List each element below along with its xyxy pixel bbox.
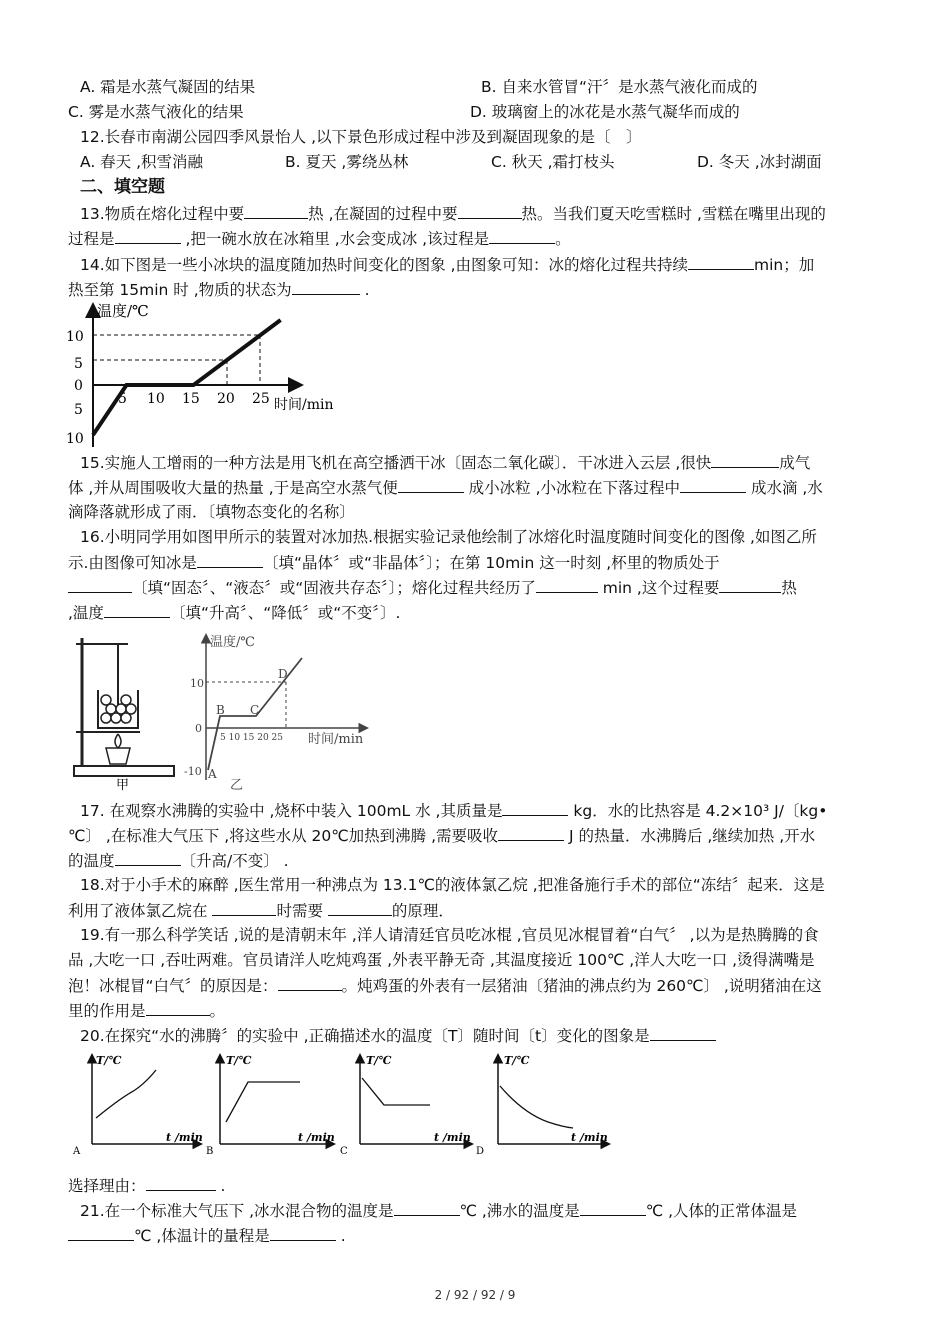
answer-blank[interactable]: [115, 850, 181, 866]
x-tick: 10: [147, 391, 165, 407]
q16-line2: [68, 552, 720, 573]
answer-blank[interactable]: [458, 203, 522, 219]
q21-line1: [80, 1200, 797, 1221]
curve: [226, 1082, 300, 1122]
answer-blank[interactable]: [719, 577, 781, 593]
answer-blank[interactable]: [68, 1225, 134, 1241]
q16-text: ,温度: [68, 604, 104, 622]
q15-text: 成小冰粒 ,小冰粒在下落过程中: [463, 479, 681, 497]
graph-option-b[interactable]: [206, 1054, 335, 1157]
q15-text: 15.实施人工增雨的一种方法是用飞机在高空播洒干冰〔固态二氧化碳〕．干冰进入云层 ,很快: [80, 454, 712, 472]
graph-xlabel: t /min: [571, 1131, 608, 1144]
q17-text: kg．水的比热容是 4.2×10³ J/〔kg•: [568, 802, 828, 820]
answer-blank[interactable]: [212, 900, 276, 916]
graph-ylabel: T/℃: [366, 1054, 392, 1067]
q18-text: 的原理．: [391, 902, 454, 920]
q21-text: ℃ ,沸水的温度是: [459, 1202, 580, 1220]
alcohol-lamp: [106, 748, 130, 764]
q14-text: 热至第 15min 时 ,物质的状态为: [68, 281, 292, 299]
answer-blank[interactable]: [650, 1025, 716, 1041]
q15-text: 成水滴 ,水: [746, 479, 823, 497]
q14-text: 14.如下图是一些小冰块的温度随加热时间变化的图象 ,由图象可知：冰的熔化过程共持续: [80, 256, 689, 274]
point-c: C: [250, 703, 260, 717]
graph-ylabel: 温度/℃: [210, 635, 255, 650]
answer-blank[interactable]: [328, 900, 392, 916]
q13-text: 13.物质在熔化过程中要: [80, 205, 245, 223]
q16-line3: [68, 577, 797, 598]
ice-cube: [101, 695, 111, 705]
q11-option-a: A. 霜是水蒸气凝固的结果: [80, 78, 256, 96]
flame-icon: [115, 734, 121, 748]
q15-text: 成气: [779, 454, 811, 472]
graph-option-d[interactable]: [476, 1054, 608, 1157]
q15-line2: [68, 477, 823, 498]
answer-blank[interactable]: [197, 552, 263, 568]
q15-line1: [80, 452, 810, 473]
answer-blank[interactable]: [680, 477, 746, 493]
x-tick: 5: [118, 391, 127, 407]
y-tick: 0: [74, 378, 83, 394]
x-tick: 25: [252, 391, 270, 407]
q17-text: 〔升高/不变〕 .: [180, 852, 289, 870]
q19-line2: 品 ,大吃一口 ,吞吐两难。官员请洋人吃炖鸡蛋 ,外表平静无奇 ,其温度接近 100℃ ,洋人大吃一口 ,烫得满嘴是: [68, 951, 815, 969]
y-tick-0: 0: [195, 722, 202, 735]
q17-line1: [80, 800, 827, 821]
x-ticks: 5 10 15 20 25: [220, 733, 283, 743]
graph-ylabel: T/℃: [504, 1054, 530, 1067]
answer-blank[interactable]: [489, 228, 555, 244]
q19-text: 。: [209, 1002, 226, 1020]
q16-text: 〔填“晶体〞或“非晶体〞〕；在第 10min 这一时刻 ,杯里的物质处于: [262, 554, 720, 572]
graph-xlabel: t /min: [166, 1131, 203, 1144]
q18-text: 利用了液体氯乙烷在: [68, 902, 213, 920]
q19-text: 。炖鸡蛋的外表有一层猪油〔猪油的沸点约为 260℃〕 ,说明猪油在这: [341, 977, 822, 995]
answer-blank[interactable]: [711, 452, 779, 468]
answer-blank[interactable]: [394, 1200, 460, 1216]
q21-line2: [68, 1225, 346, 1246]
graph-ylabel: 温度/℃: [97, 302, 149, 320]
q12-option-a: A. 春天 ,积雪消融: [80, 153, 204, 171]
q16-line1: 16.小明同学用如图甲所示的装置对冰加热.根据实验记录他绘制了冰熔化时温度随时间变化的图像 ,如图乙所: [80, 528, 817, 546]
q14-line1: [80, 254, 814, 275]
curve: [500, 1086, 573, 1128]
q19-text: 里的作用是: [68, 1002, 146, 1020]
q12-option-b: B. 夏天 ,雾绕丛林: [285, 153, 409, 171]
graph-xlabel: t /min: [298, 1131, 335, 1144]
q15-text: 体 ,并从周围吸收大量的热量 ,于是高空水蒸气便: [68, 479, 398, 497]
q14-temperature-graph: [60, 300, 360, 452]
page-number: 2 / 92 / 92 / 9: [434, 1288, 516, 1302]
answer-blank[interactable]: [292, 279, 360, 295]
graph-xlabel: 时间/min: [274, 397, 334, 413]
option-label: C: [340, 1146, 348, 1157]
apparatus-figure: [70, 630, 180, 792]
q19-line4: [68, 1000, 225, 1021]
q20-graph-options: [68, 1048, 613, 1158]
q17-text: J 的热量．水沸腾后 ,继续加热 ,开水: [564, 827, 816, 845]
q19-line1: 19.有一那么科学笑话 ,说的是清朝末年 ,洋人请清廷官员吃冰棍 ,官员见冰棍冒着“白气〞 ,以为是热腾腾的食: [80, 926, 819, 944]
option-label: B: [206, 1146, 214, 1157]
q16-melting-graph: [184, 630, 380, 793]
q20-stem: [80, 1025, 716, 1046]
point-b: B: [216, 703, 225, 717]
q21-text: ℃ ,人体的正常体温是: [645, 1202, 798, 1220]
q16-text: 示.由图像可知冰是: [68, 554, 197, 572]
q14-text: .: [359, 281, 370, 299]
answer-blank[interactable]: [270, 1225, 336, 1241]
q19-line3: [68, 975, 822, 996]
q13-text: 热。当我们夏天吃雪糕时 ,雪糕在嘴里出现的: [521, 205, 826, 223]
answer-blank[interactable]: [580, 1200, 646, 1216]
y-tick-10: 10: [190, 677, 204, 690]
q13-text: 。: [555, 230, 571, 248]
answer-blank[interactable]: [146, 1175, 216, 1191]
point-a: A: [208, 767, 217, 781]
answer-blank[interactable]: [68, 577, 132, 593]
q13-text: 热 ,在凝固的过程中要: [308, 205, 458, 223]
y-tick: 10: [66, 329, 84, 345]
q20-text: 20.在探究“水的沸腾〞的实验中 ,正确描述水的温度〔T〕随时间〔t〕变化的图象是: [80, 1027, 650, 1045]
q13-text: ,把一碗水放在冰箱里 ,水会变成冰 ,该过程是: [180, 230, 490, 248]
q13-text: 过程是: [68, 230, 115, 248]
q16-line4: [68, 602, 400, 623]
q16-text: 热: [781, 579, 797, 597]
y-tick-labels: [66, 329, 84, 447]
q16-text: min ,这个过程要: [597, 579, 720, 597]
graph-option-a[interactable]: [72, 1054, 203, 1157]
q11-option-d: D. 玻璃窗上的冰花是水蒸气凝华而成的: [470, 103, 740, 121]
q12-stem: 12.长春市南湖公园四季风景怡人 ,以下景色形成过程中涉及到凝固现象的是〔 〕: [80, 128, 642, 146]
y-tick: 5: [74, 402, 83, 418]
y-tick: 10: [66, 431, 84, 447]
q17-text: 17. 在观察水沸腾的实验中 ,烧杯中装入 100mL 水 ,其质量是: [80, 802, 503, 820]
q18-line1: 18.对于小手术的麻醉 ,医生常用一种沸点为 13.1℃的液体氯乙烷 ,把准备施行手术的部位“冻结〞起来．这是: [80, 876, 825, 894]
answer-blank[interactable]: [536, 577, 598, 593]
graph-ylabel: T/℃: [226, 1054, 252, 1067]
answer-blank[interactable]: [244, 203, 308, 219]
answer-blank[interactable]: [502, 800, 568, 816]
temperature-curve: [93, 320, 281, 435]
q11-option-b: B. 自来水管冒“汗〞是水蒸气液化而成的: [481, 78, 758, 96]
q11-option-c: C. 雾是水蒸气液化的结果: [68, 103, 244, 121]
graph-xlabel: t /min: [434, 1131, 471, 1144]
section-heading: 二、填空题: [80, 177, 165, 197]
x-tick: 15: [182, 391, 200, 407]
q17-text: ℃〕 ,在标准大气压下 ,将这些水从 20℃加热到沸腾 ,需要吸收: [68, 827, 499, 845]
q19-text: 泡！冰棍冒“白气〞的原因是：: [68, 977, 278, 995]
q17-line2: [68, 825, 815, 846]
q16-text: 〔填“升高〞、“降低〞或“不变〞〕.: [169, 604, 401, 622]
q13-line1: [80, 203, 826, 224]
ice-cube: [121, 695, 131, 705]
q17-text: 的温度: [68, 852, 115, 870]
stand-base: [74, 766, 174, 776]
answer-blank[interactable]: [104, 602, 170, 618]
y-tick: 5: [74, 356, 83, 372]
answer-blank[interactable]: [498, 825, 564, 841]
q20-reason: [68, 1175, 225, 1196]
option-label: A: [73, 1146, 81, 1157]
q18-line2: [68, 900, 454, 921]
graph-ylabel: T/℃: [96, 1054, 122, 1067]
x-tick-labels: [118, 391, 270, 407]
q12-option-c: C. 秋天 ,霜打枝头: [491, 153, 615, 171]
y-tick-neg10: -10: [184, 765, 202, 778]
q14-line2: [68, 279, 370, 300]
q21-text: .: [335, 1227, 346, 1245]
x-tick: 20: [217, 391, 235, 407]
caption-jia: 甲: [116, 778, 130, 793]
q15-line3: 滴降落就形成了雨．〔填物态变化的名称〕: [68, 503, 355, 521]
q13-line2: [68, 228, 571, 249]
q16-text: 〔填“固态〞、“液态〞或“固液共存态〞〕；熔化过程共经历了: [132, 579, 536, 597]
graph-xlabel: 时间/min: [308, 732, 364, 747]
q17-line3: [68, 850, 289, 871]
q20-text: 选择理由：: [68, 1177, 146, 1195]
curve: [96, 1070, 156, 1118]
q21-text: ℃ ,体温计的量程是: [134, 1227, 270, 1245]
curve: [362, 1078, 430, 1105]
answer-blank[interactable]: [115, 228, 181, 244]
q20-text: .: [215, 1177, 226, 1195]
q14-text: min；加: [754, 256, 815, 274]
answer-blank[interactable]: [398, 477, 464, 493]
graph-option-c[interactable]: [340, 1054, 471, 1157]
q21-text: 21.在一个标准大气压下 ,冰水混合物的温度是: [80, 1202, 394, 1220]
answer-blank[interactable]: [278, 975, 342, 991]
guide-lines: [93, 335, 260, 385]
option-label: D: [476, 1146, 485, 1157]
point-d: D: [278, 667, 288, 681]
caption-yi: 乙: [230, 778, 244, 793]
answer-blank[interactable]: [146, 1000, 210, 1016]
q18-text: 时需要: [276, 902, 328, 920]
q12-option-d: D. 冬天 ,冰封湖面: [697, 153, 822, 171]
answer-blank[interactable]: [688, 254, 754, 270]
